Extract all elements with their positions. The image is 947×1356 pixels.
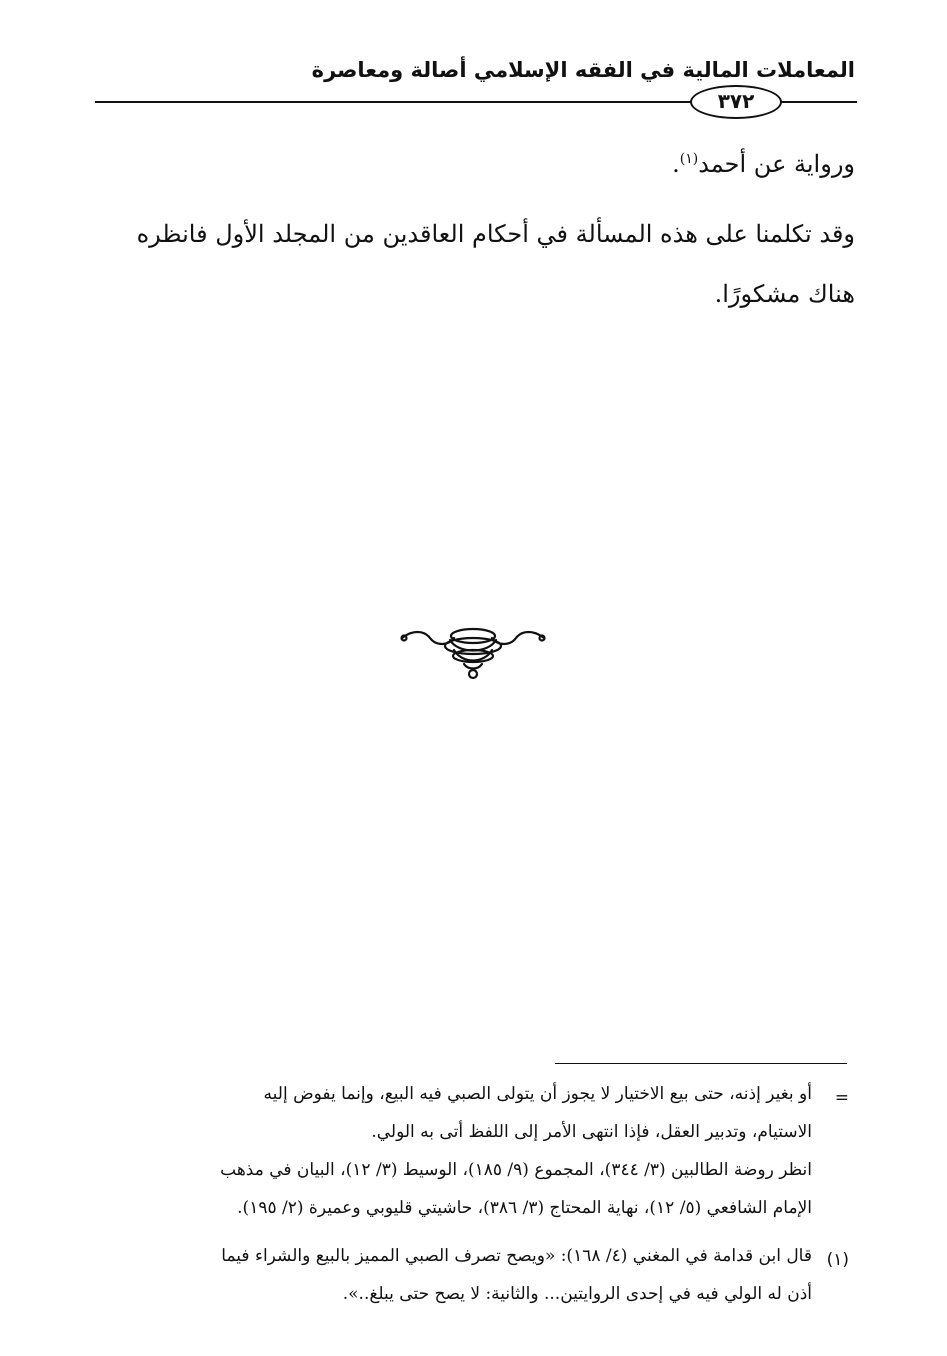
page-number-badge: ٣٧٢ xyxy=(690,85,782,119)
footnote-cont-line-3: انظر روضة الطالبين (٣/ ٣٤٤)، المجموع (٩/ ١٨٥)، الوسيط (٣/ ١٢)، البيان في مذهب xyxy=(220,1160,812,1180)
continuation-marker: = xyxy=(834,1088,849,1108)
body-line-2: وقد تكلمنا على هذه المسألة في أحكام العاقدين من المجلد الأول فانظره xyxy=(136,220,855,248)
footnote-cont-line-1: أو بغير إذنه، حتى بيع الاختيار لا يجوز أن يتولى الصبي فيه البيع، وإنما يفوض إليه xyxy=(263,1084,812,1104)
footnote-1-marker: (١) xyxy=(826,1250,849,1270)
running-title: المعاملات المالية في الفقه الإسلامي أصالة ومعاصرة xyxy=(311,58,855,82)
fleuron-ornament-icon xyxy=(398,620,548,684)
body-text-1: ورواية عن أحمد xyxy=(698,150,855,178)
footnote-ref-1[interactable]: (١) xyxy=(679,151,699,167)
footnote-cont-line-2: الاستيام، وتدبير العقل، فإذا انتهى الأمر إلى اللفظ أتى به الولي. xyxy=(371,1122,812,1142)
footnote-cont-line-4: الإمام الشافعي (٥/ ١٢)، نهاية المحتاج (٣/ ٣٨٦)، حاشيتي قليوبي وعميرة (٢/ ١٩٥). xyxy=(237,1198,812,1218)
body-line-1 xyxy=(85,150,855,178)
footnote-1-line-1: قال ابن قدامة في المغني (٤/ ١٦٨): «ويصح تصرف الصبي المميز بالبيع والشراء فيما xyxy=(221,1246,812,1266)
body-line-3: هناك مشكورًا. xyxy=(714,280,855,308)
footnote-separator xyxy=(555,1063,847,1064)
body-text-1-end: . xyxy=(672,150,680,178)
footnote-1-line-2: أذن له الولي فيه في إحدى الروايتين... والثانية: لا يصح حتى يبلغ..». xyxy=(342,1284,812,1304)
